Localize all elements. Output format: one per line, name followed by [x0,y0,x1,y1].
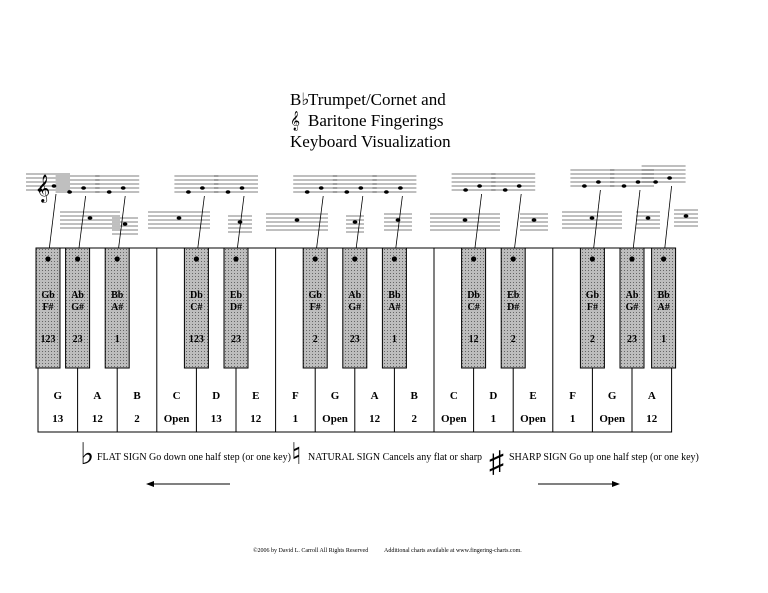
note-dot [194,256,199,261]
black-key-flat-name: Bb [388,290,401,301]
title-text-1: Trumpet/Cornet and [308,90,446,109]
note-dot [313,256,318,261]
black-key-fingering: 23 [349,334,360,345]
black-key-flat-name: Db [467,290,480,301]
flat-sign-text: FLAT SIGN Go down one half step (or one key) [97,452,291,463]
title-text-2: Baritone Fingerings [308,111,444,130]
black-key-fingering: 1 [661,334,667,345]
black-key-flat-name: Bb [657,290,670,301]
white-key-fingering: 1 [569,413,576,425]
treble-clef-icon: 𝄞 [290,111,301,130]
white-key-fingering: Open [440,413,467,425]
white-key-note: C [172,390,181,402]
black-key-fingering: 1 [391,334,397,345]
black-key-fingering: 2 [510,334,516,345]
white-key-fingering: 2 [134,413,140,425]
black-key-fingering: 23 [72,334,83,345]
white-key-note: A [370,390,379,402]
bb-flat-mark: B♭ [290,90,310,109]
black-key-sharp-name: C# [190,302,203,313]
flat-sign-icon: ♭ [80,438,95,471]
black-key-sharp-name: A# [388,302,401,313]
black-key-sharp-name: C# [467,302,480,313]
white-key-fingering: Open [520,413,546,425]
black-key-fingering: 12 [468,334,479,345]
sharp-sign-icon: ♯ [489,446,504,479]
black-key-fingering: 123 [40,334,56,345]
black-key-flat-name: Eb [229,290,243,301]
white-key-note: B [133,390,141,402]
white-key-note: F [292,390,299,402]
white-key-note: E [529,390,537,402]
black-key-flat-name: Gb [41,290,55,301]
black-key-sharp-name: F# [309,302,321,313]
white-key-fingering: Open [599,413,626,425]
footer-more-charts: Additional charts available at www.fingering-charts.com. [384,548,522,554]
white-key-fingering: 1 [490,413,497,425]
note-dot [511,256,516,261]
black-key-sharp-name: D# [229,302,243,313]
white-key-note: F [569,390,576,402]
note-dot [661,256,666,261]
black-key-fingering: 23 [627,334,637,345]
white-key-note: D [489,390,498,402]
white-key-fingering: 12 [369,413,381,425]
white-key-note: B [410,390,418,402]
title-line-3: Keyboard Visualization [290,132,451,151]
black-key-sharp-name: G# [348,302,362,313]
black-key-sharp-name: D# [507,302,520,313]
note-dot [471,256,476,261]
black-key-sharp-name: A# [657,302,670,313]
white-key-fingering: Open [322,413,348,425]
white-key-fingering: 2 [411,413,417,425]
black-key-flat-name: Gb [308,290,322,301]
white-key-fingering: Open [163,413,190,425]
note-dot [629,256,634,261]
black-key-flat-name: Ab [71,290,84,301]
note-dot [233,256,238,261]
white-key-note: G [607,390,617,402]
white-key-note: D [212,390,221,402]
black-key-flat-name: Ab [348,290,362,301]
white-key-fingering: 12 [646,413,658,425]
white-key-note: G [330,390,340,402]
black-key-fingering: 2 [589,334,595,345]
note-dot [45,256,50,261]
black-key-sharp-name: G# [625,302,639,313]
note-dot [75,256,80,261]
white-key-note: A [647,390,656,402]
black-key-fingering: 23 [231,334,241,345]
black-key-flat-name: Eb [507,290,520,301]
black-key-sharp-name: G# [71,302,84,313]
white-key-fingering: 13 [210,413,222,425]
footer-copyright: ©2006 by David L. Carroll All Rights Reserved [253,548,369,554]
white-key-fingering: 13 [52,413,64,425]
white-key-note: A [93,390,102,402]
white-key-fingering: 12 [250,413,262,425]
white-key-fingering: 1 [292,413,299,425]
note-dot [392,256,397,261]
white-key-note: E [252,390,260,402]
natural-sign-icon: ♮ [291,438,302,471]
black-key-sharp-name: F# [42,302,54,313]
sharp-sign-text: SHARP SIGN Go up one half step (or one key) [509,452,699,463]
white-key-note: C [449,390,458,402]
note-dot [115,256,120,261]
black-key-fingering: 2 [312,334,318,345]
black-key-fingering: 1 [114,334,120,345]
black-key-sharp-name: A# [111,302,124,313]
note-dot [352,256,357,261]
black-key-flat-name: Bb [111,290,124,301]
black-key-flat-name: Ab [625,290,639,301]
black-key-fingering: 123 [188,334,204,345]
black-key-flat-name: Db [190,290,203,301]
white-key-note: G [53,390,63,402]
black-key-flat-name: Gb [585,290,600,301]
note-dot [590,256,595,261]
natural-sign-text: NATURAL SIGN Cancels any flat or sharp [308,452,483,463]
white-key-fingering: 12 [91,413,103,425]
black-key-sharp-name: F# [586,302,598,313]
treble-clef-icon: 𝄞 [36,174,51,202]
